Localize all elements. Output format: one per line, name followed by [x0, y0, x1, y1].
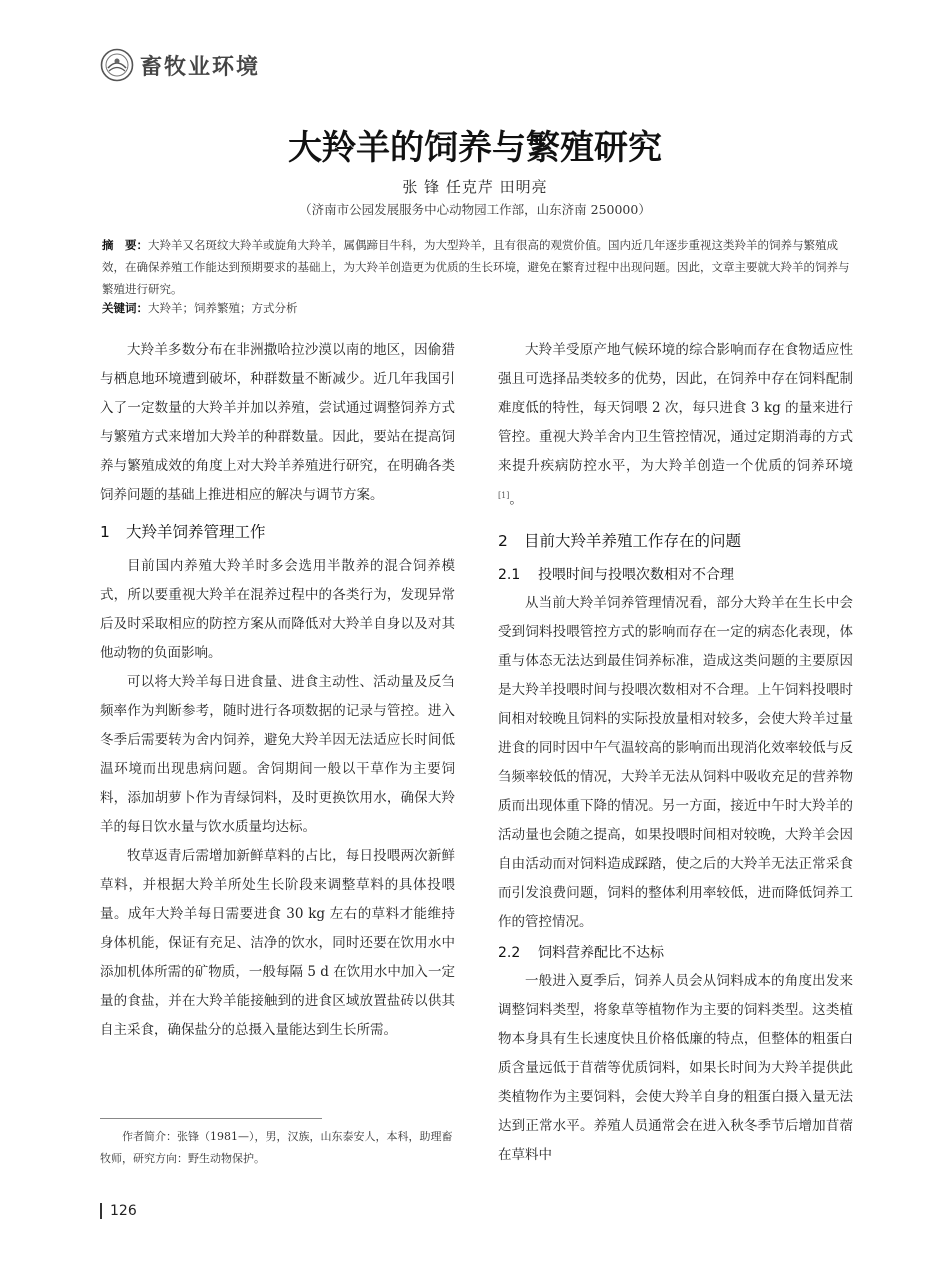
body-paragraph: 一般进入夏季后，饲养人员会从饲料成本的角度出发来调整饲料类型，将象草等植物作为主要的饲料类型。这类植物本身具有生长速度快且价格低廉的特点，但整体的粗蛋白质含量远低于苜蓿等优质饲料，如果长时间为大羚羊提供此类植物作为主要饲料，会使大羚羊自身的粗蛋白摄入量无法达到正常水平。养殖人员通常会在进入秋冬季节后增加苜蓿在草料中	[498, 972, 853, 1163]
journal-header	[100, 48, 260, 82]
subsection-number: 2.2	[498, 944, 521, 961]
abstract-text: 大羚羊又名斑纹大羚羊或旋角大羚羊，属偶蹄目牛科，为大型羚羊，且有很高的观赏价值。国内近几年逐步重视这类羚羊的饲养与繁殖成效，在确保养殖工作能达到预期要求的基础上，为大羚羊创造更为优质的生长环境，避免在繁育过程中出现问题。因此，文章主要就大羚羊的饲养与繁殖进行研究。	[102, 238, 850, 296]
page-footer	[100, 1203, 137, 1219]
body-paragraph: 可以将大羚羊每日进食量、进食主动性、活动量及反刍频率作为判断参考，随时进行各项数据的记录与管控。进入冬季后需要转为舍内饲养，避免大羚羊因无法适应长时间低温环境而出现患病问题。舍饲期间一般以干草作为主要饲料，添加胡萝卜作为青绿饲料，及时更换饮用水，确保大羚羊的每日饮水量与饮水质量均达标。	[100, 674, 455, 835]
subsection-number: 2.1	[498, 566, 521, 583]
keywords-text: 大羚羊；饲养繁殖；方式分析	[148, 301, 298, 315]
left-column	[100, 336, 455, 1045]
author-footnote: 作者简介：张锋（1981—），男，汉族，山东泰安人，本科，助理畜牧师，研究方向：野生动物保护。	[100, 1130, 453, 1165]
article-affiliation: （济南市公园发展服务中心动物园工作部，山东济南 250000）	[299, 202, 651, 217]
journal-name: 畜牧业环境	[140, 53, 261, 80]
body-paragraph: 从当前大羚羊饲养管理情况看，部分大羚羊在生长中会受到饲料投喂管控方式的影响而存在一定的病态化表现，体重与体态无法达到最佳饲养标准，造成这类问题的主要原因是大羚羊投喂时间与投喂次数相对不合理。上午饲料投喂时间相对较晚且饲料的实际投放量相对较多，会使大羚羊过量进食的同时因中午气温较高的影响而出现消化效率较低与反刍频率较低的情况，大羚羊无法从饲料中吸收充足的营养物质而出现体重下降的情况。另一方面，接近中午时大羚羊的活动量也会随之提高，如果投喂时间相对较晚，大羚羊会因自由活动而对饲料造成踩踏，使之后的大羚羊无法正常采食而引发浪费问题，饲料的整体利用率较低，进而降低饲养工作的管控情况。	[498, 594, 853, 930]
abstract	[102, 234, 850, 300]
subsection-title: 投喂时间与投喂次数相对不合理	[538, 566, 734, 583]
paragraph-text: 大羚羊受原产地气候环境的综合影响而存在食物适应性强且可选择品类较多的优势，因此，在饲养中存在饲料配制难度低的特性，每天饲喂 2 次，每只进食 3 kg 的量来进行管控。重视大羚羊舍内卫生管控情况，通过定期消毒的方式来提升疾病防控水平，为大羚羊创造一个优质的饲养环境	[498, 342, 853, 474]
section-heading-2	[498, 527, 853, 555]
section-number: 1	[100, 523, 110, 541]
section-heading-1	[100, 518, 455, 546]
body-paragraph	[498, 336, 853, 515]
subsection-heading-2-1	[498, 561, 853, 589]
article-title: 大羚羊的饲养与繁殖研究	[288, 128, 662, 168]
footnote-divider	[100, 1118, 322, 1119]
section-title: 目前大羚羊养殖工作存在的问题	[524, 531, 742, 550]
keywords	[102, 298, 850, 318]
abstract-label: 摘 要：	[102, 238, 148, 252]
body-paragraph: 目前国内养殖大羚羊时多会选用半散养的混合饲养模式，所以要重视大羚羊在混养过程中的各类行为，发现异常后及时采取相应的防控方案从而降低对大羚羊自身以及对其他动物的负面影响。	[100, 558, 455, 661]
body-paragraph: 牧草返青后需增加新鲜草料的占比，每日投喂两次新鲜草料，并根据大羚羊所处生长阶段来调整草料的具体投喂量。成年大羚羊每日需要进食 30 kg 左右的草料才能维持身体机能，保证有充足、洁净的饮水，同时还要在饮用水中添加机体所需的矿物质，一般每隔 5 d 在饮用水中加入一定量的食盐，并在大羚羊能接触到的进食区域放置盐砖以供其自主采食，确保盐分的总摄入量能达到生长所需。	[100, 848, 455, 1038]
citation-ref[interactable]: [1]	[498, 491, 510, 500]
subsection-title: 饲料营养配比不达标	[538, 944, 664, 961]
intro-paragraph: 大羚羊多数分布在非洲撒哈拉沙漠以南的地区，因偷猎与栖息地环境遭到破坏，种群数量不断减少。近几年我国引入了一定数量的大羚羊并加以养殖，尝试通过调整饲养方式与繁殖方式来增加大羚羊的种群数量。因此，要站在提高饲养与繁殖成效的角度上对大羚羊养殖进行研究，在明确各类饲养问题的基础上推进相应的解决与调节方案。	[100, 342, 455, 503]
article-authors: 张 锋 任克芹 田明亮	[402, 178, 548, 196]
section-number: 2	[498, 531, 508, 550]
paragraph-end: 。	[509, 491, 523, 508]
subsection-heading-2-2	[498, 939, 853, 967]
right-column	[498, 336, 853, 1170]
journal-logo-icon	[100, 48, 134, 82]
section-title: 大羚羊饲养管理工作	[126, 523, 266, 541]
keywords-label: 关键词：	[102, 301, 148, 315]
page-number: 126	[110, 1203, 137, 1219]
footer-bar	[100, 1203, 102, 1219]
